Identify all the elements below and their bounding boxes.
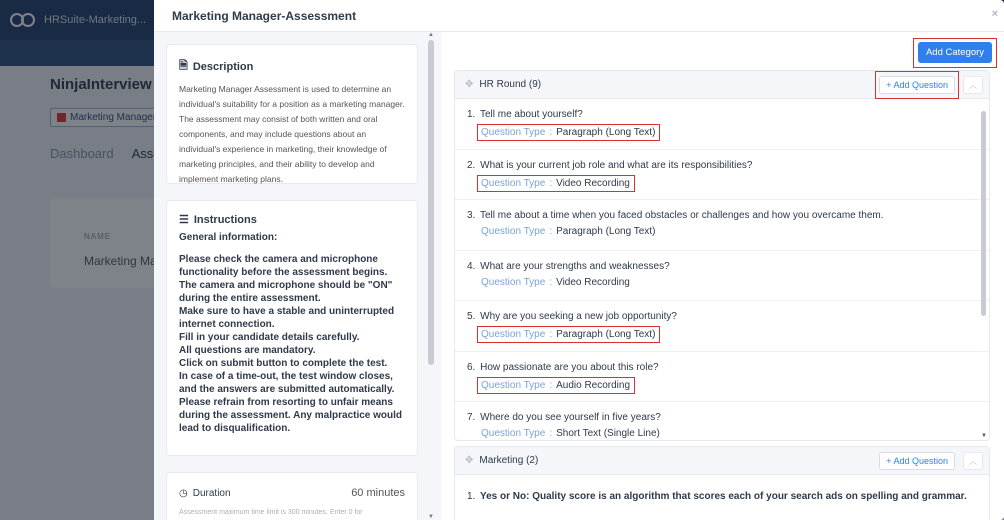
scroll-up-icon[interactable]: ▲ [428, 32, 434, 38]
section-header[interactable] [455, 71, 989, 99]
question-text: Yes or No: Quality score is an algorithm that scores each of your search ads on spelling and grammar. [479, 491, 967, 502]
question-list-scrollbar[interactable] [981, 101, 987, 439]
section-header[interactable] [455, 447, 989, 475]
clock-icon: ◷ [179, 487, 188, 499]
question-item[interactable]: 4. What are your strengths and weaknesses? Question Type : Video Recording [455, 251, 989, 302]
question-type: Question Type : Video Recording [478, 176, 634, 191]
instructions-body [179, 253, 405, 435]
scroll-thumb[interactable] [428, 40, 434, 365]
duration-row [179, 487, 405, 499]
question-text: What are your strengths and weaknesses? [480, 260, 670, 272]
question-type: Question Type : Paragraph (Long Text) [481, 226, 656, 237]
question-type: Question Type : Audio Recording [478, 378, 634, 393]
drag-handle-icon[interactable]: ✥ [465, 79, 474, 90]
instruction-line: All questions are mandatory. [179, 345, 316, 356]
question-text: Tell me about a time when you faced obstacles or challenges and how you overcame them. [479, 210, 884, 221]
question-item[interactable]: 2. What is your current job role and what are its responsibilities? Question Type : Video Recording [455, 150, 989, 201]
instruction-line: In case of a time-out, the test window closes, and the answers are submitted automatically. [179, 371, 395, 395]
section-title: HR Round (9) [479, 79, 542, 90]
instructions-subtitle: General information: [179, 232, 278, 243]
instruction-line: Click on submit button to complete the test. [179, 358, 388, 369]
question-text: Why are you seeking a new job opportunity? [480, 311, 677, 322]
question-item[interactable]: 5. Why are you seeking a new job opportunity? Question Type : Paragraph (Long Text) [455, 301, 989, 352]
section-marketing [454, 446, 990, 520]
question-item[interactable]: 3. Tell me about a time when you faced obstacles or challenges and how you overcame them. Question Type : Paragraph (Long Text) [455, 200, 989, 251]
question-list [455, 99, 989, 441]
duration-note: Assessment maximum time limit is 300 minutes. Enter 0 for [179, 509, 363, 516]
question-type: Question Type : Paragraph (Long Text) [478, 125, 659, 140]
modal-header [154, 0, 1004, 32]
assessment-info-pane [154, 32, 441, 520]
chevron-up-icon[interactable]: ︿ [963, 452, 983, 470]
drag-handle-icon[interactable]: ✥ [465, 455, 474, 466]
duration-label: Duration [192, 487, 231, 499]
description-heading: 🗎 Description [179, 57, 405, 76]
instruction-line: Please check the camera and microphone functionality before the assessment begins. The camera and microphone should be "ON" during the entire assessment. [179, 254, 393, 304]
scroll-down-icon[interactable]: ▼ [428, 514, 434, 520]
questions-pane [441, 32, 1004, 520]
question-text: Tell me about yourself? [479, 109, 583, 120]
question-type: Question Type : Paragraph (Long Text) [478, 327, 659, 342]
question-text: Where do you see yourself in five years? [480, 412, 661, 423]
instructions-heading: ☰ Instructions [179, 213, 257, 226]
instruction-line: Fill in your candidate details carefully. [179, 332, 360, 343]
add-question-button[interactable]: + Add Question [879, 76, 955, 94]
document-icon: 🗎 [179, 60, 188, 72]
scroll-thumb[interactable] [981, 111, 986, 316]
question-type: Question Type : Short Text (Single Line) [481, 428, 660, 439]
close-icon[interactable]: × [991, 8, 998, 20]
list-icon: ☰ [179, 214, 189, 226]
question-item[interactable]: 6. How passionate are you about this role? Question Type : Audio Recording [455, 352, 989, 403]
instruction-line: Please refrain from resorting to unfair means during the assessment. Any malpractice would lead to disqualification. [179, 397, 403, 434]
question-item[interactable]: 1. Yes or No: Quality score is an algorithm that scores each of your search ads on spelling and grammar. [467, 491, 967, 502]
question-text: How passionate are you about this role? [480, 361, 659, 373]
add-category-button[interactable]: Add Category [918, 42, 992, 63]
duration-card [166, 472, 418, 520]
question-item[interactable]: 7. Where do you see yourself in five years? Question Type : Short Text (Single Line) [455, 402, 989, 441]
scroll-down-icon[interactable]: ▼ [981, 433, 987, 439]
assessment-modal [154, 0, 1004, 520]
question-type: Question Type : Video Recording [481, 276, 630, 288]
section-title: Marketing (2) [479, 455, 539, 466]
question-item[interactable]: 1. Tell me about yourself? Question Type : Paragraph (Long Text) [455, 99, 989, 150]
section-hr-round [454, 70, 990, 441]
description-text: Marketing Manager Assessment is used to determine an individual's suitability for a position as a marketing manager. The assessment may consist of both written and oral components, and may include questions about an individual's experience in marketing, their knowledge of marketing principles, and their ability to develop and implement marketing plans. [179, 84, 405, 184]
question-text: What is your current job role and what are its responsibilities? [480, 159, 753, 171]
duration-value[interactable]: 60 minutes [351, 487, 405, 499]
instructions-card [166, 200, 418, 456]
add-question-button[interactable]: + Add Question [879, 452, 955, 470]
chevron-up-icon[interactable]: ︿ [963, 76, 983, 94]
description-card [166, 44, 418, 184]
left-pane-scrollbar[interactable] [428, 32, 434, 520]
instruction-line: Make sure to have a stable and uninterrupted internet connection. [179, 306, 395, 330]
modal-title: Marketing Manager-Assessment [172, 8, 357, 23]
